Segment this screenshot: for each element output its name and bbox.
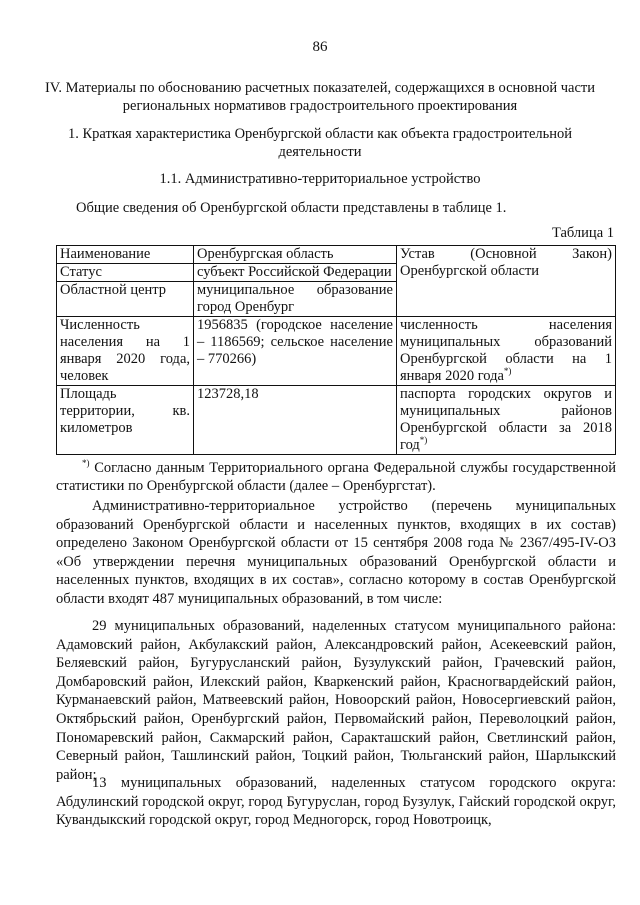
table-cell-name: Областной центр — [57, 282, 194, 317]
table-cell-source — [397, 386, 616, 455]
table-cell-value: муниципальное образование город Оренбург — [194, 282, 397, 317]
table-row — [57, 246, 616, 264]
paragraph: 29 муниципальных образований, наделенных статусом муниципального района: Адамовский район, Акбулакский район, Александровский район, Асекеевский район, Беляевский район, Бугурусланский район, Бузулукский район, Грачевский район, Домбаровский район, Илекский район, Кваркенский район, Красногвардейский район, Курманаевский район, Матвеевский район, Новоорский район, Новосергиевский район, Октябрьский район, Оренбургский район, Первомайский район, Переволоцкий район, Пономаревский район, Сакмарский район, Саракташский район, Светлинский район, Северный район, Ташлинский район, Тоцкий район, Тюльганский район, Шарлыкский район; — [56, 618, 616, 783]
table-row — [57, 386, 616, 455]
subsection-heading: 1. Краткая характеристика Оренбургской области как объекта градостроительной деятельности — [67, 126, 573, 160]
table-source-cell: Устав (Основной Закон) Оренбургской области — [397, 246, 616, 317]
table-cell-source — [397, 317, 616, 386]
table-cell-name: Статус — [57, 264, 194, 282]
table-cell-value: 1956835 (городское население – 1186569; сельское население – 770266) — [194, 317, 397, 386]
table-row — [57, 317, 616, 386]
table-cell-value: субъект Российской Федерации — [194, 264, 397, 282]
footnote-mark: *) — [419, 435, 428, 446]
table-cell-name: Численность населения на 1 января 2020 года, человек — [57, 317, 194, 386]
table-footnote — [56, 460, 616, 495]
source-text: паспорта городских округов и муниципальных районов Оренбургской области за 2018 год — [400, 386, 612, 453]
table-header-name: Наименование — [57, 246, 194, 264]
table-header-region: Оренбургская область — [194, 246, 397, 264]
table-cell-value: 123728,18 — [194, 386, 397, 455]
paragraph: Административно-территориальное устройство (перечень муниципальных образований Оренбургской области и населенных пунктов, входящих в их состав) определено Законом Оренбургской области от 15 сентября 2008 года № 2367/495-IV-ОЗ «Об утверждении перечня муниципальных образований Оренбургской области и населенных пунктов, входящих в их состав», согласно которому в состав Оренбургской области входят 487 муниципальных образований, в том числе: — [56, 498, 616, 607]
footnote-mark: *) — [82, 458, 90, 469]
table-label: Таблица 1 — [551, 225, 614, 241]
page-number: 86 — [312, 39, 328, 55]
footnote-text: Согласно данным Территориального органа Федеральной службы государственной статистики по Оренбургской области (далее – Оренбургстат). — [56, 460, 616, 494]
footnote-mark: *) — [503, 366, 512, 377]
subsubsection-heading: 1.1. Административно-территориальное устройство — [159, 171, 481, 187]
table-cell-name: Площадь территории, кв. километров — [57, 386, 194, 455]
region-info-table — [56, 245, 616, 455]
section-heading: IV. Материалы по обоснованию расчетных показателей, содержащихся в основной части региональных нормативов градостроительного проектирования — [44, 80, 596, 114]
paragraph: 13 муниципальных образований, наделенных статусом городского округа: Абдулинский городской округ, город Бугуруслан, город Бузулук, Гайский городской округ, Кувандыкский городской округ, город Медногорск, город Новотроицк, — [56, 775, 616, 829]
intro-sentence: Общие сведения об Оренбургской области представлены в таблице 1. — [76, 200, 507, 216]
source-text: численность населения муниципальных образований Оренбургской области на 1 января 2020 года — [400, 317, 612, 384]
